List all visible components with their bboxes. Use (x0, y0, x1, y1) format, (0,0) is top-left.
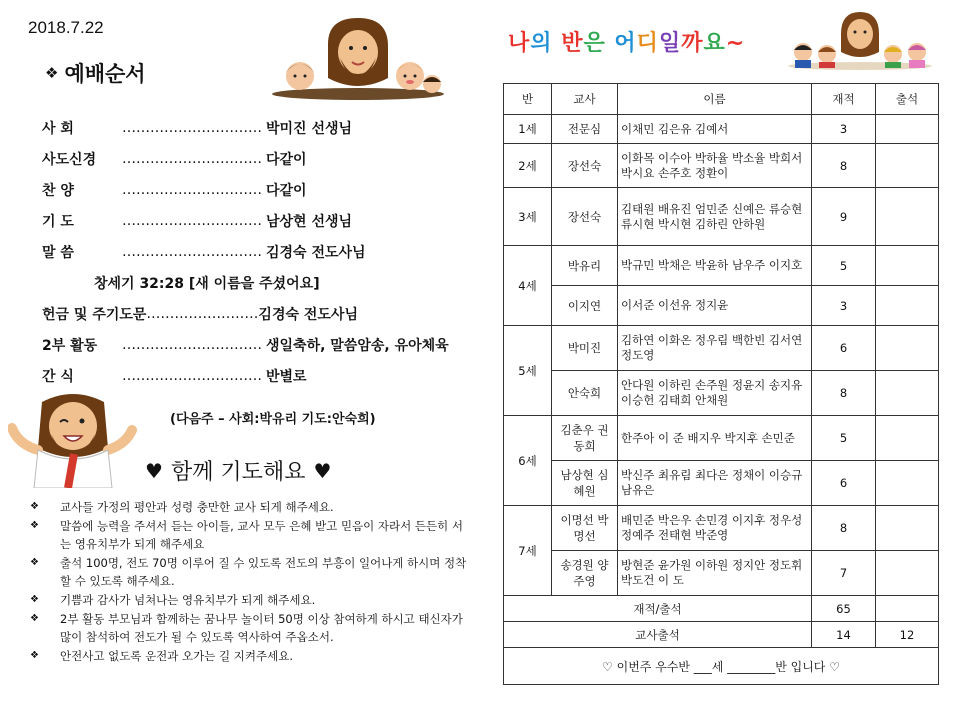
diamond-bullet-icon: ❖ (30, 594, 39, 605)
teacher-attendance-label: 교사출석 (504, 622, 812, 648)
prayer-text: 말씀에 능력을 주셔서 듣는 아이들, 교사 모두 은혜 받고 믿음이 자라서 든든히 서는 영유치부가 되게 해주세요 (60, 519, 464, 551)
table-row (504, 286, 939, 326)
teacher-cell: 박유리 (552, 246, 618, 286)
scripture-verse: 창세기 32:28 [새 이름을 주셨어요] (94, 275, 320, 292)
best-class-text: ♡ 이번주 우수반 ___세 ________반 입니다 ♡ (504, 648, 939, 685)
teacher-enrolled: 14 (812, 622, 876, 648)
names-cell: 배민준 박은우 손민경 이지후 정우성 정예주 전태현 박준영 (618, 506, 812, 551)
order-dots: ………………………… (122, 181, 262, 198)
teacher-cell: 이명선 박명선 (552, 506, 618, 551)
class-title-char: 요 (703, 31, 726, 56)
best-class-row (504, 648, 939, 685)
names-cell: 방현준 윤가원 이하원 정지안 정도휘 박도건 이 도 (618, 551, 812, 596)
class-title-char: 일 (658, 31, 682, 56)
prayer-item (30, 591, 470, 609)
prayer-text: 출석 100명, 전도 70명 이루어 질 수 있도록 전도의 부흥이 일어나게 하시며 정착할 수 있도록 해주세요. (60, 556, 467, 588)
names-cell: 이서준 이선유 정지윤 (618, 286, 812, 326)
header-enrolled: 재적 (812, 84, 876, 115)
header-teacher: 교사 (552, 84, 618, 115)
next-week-notice: (다음주 – 사회:박유리 기도:안숙희) (170, 412, 376, 427)
order-dots: ………………………… (122, 243, 262, 260)
class-title-char: 나 (508, 31, 531, 56)
jesus-children-illustration (270, 14, 446, 100)
jesus-cartoon-illustration (8, 388, 138, 488)
header-attended: 출석 (876, 84, 939, 115)
order-label: 헌금 및 주기도문 (42, 306, 147, 323)
teacher-cell: 안숙희 (552, 371, 618, 416)
order-label: 간 식 (42, 368, 74, 385)
order-dots: …………………… (146, 305, 259, 322)
prayer-text: 2부 활동 부모님과 함께하는 꿈나무 놀이터 50명 이상 참여하게 하시고 태신자가 많이 참석하여 전도가 될 수 있도록 역사하여 주옵소서. (60, 612, 463, 644)
class-roster-table (503, 83, 939, 685)
attended-cell (876, 551, 939, 596)
order-row (42, 236, 482, 267)
class-title-char: 디 (636, 31, 659, 56)
worship-order-list (42, 112, 482, 391)
order-row (42, 174, 482, 205)
order-value: 남상현 선생님 (266, 213, 353, 230)
order-row (42, 298, 482, 329)
bulletin-date: 2018.7.22 (28, 18, 104, 37)
names-cell: 한주아 이 준 배지우 박지후 손민준 (618, 416, 812, 461)
enrolled-cell: 6 (812, 326, 876, 371)
prayer-item (30, 517, 470, 553)
class-title-char: 까 (681, 31, 704, 56)
diamond-bullet-icon: ❖ (30, 650, 39, 661)
names-cell: 이화목 이수아 박하율 박소율 박희서 박시요 손주호 정환이 (618, 144, 812, 188)
attended-cell (876, 246, 939, 286)
order-label: 말 씀 (42, 244, 74, 261)
prayer-text: 교사들 가정의 평안과 성령 충만한 교사 되게 해주세요. (60, 500, 334, 514)
order-label: 사 회 (42, 120, 74, 137)
teacher-cell: 장선숙 (552, 188, 618, 246)
order-label: 기 도 (42, 213, 74, 230)
enrolled-cell: 7 (812, 551, 876, 596)
enrolled-cell: 8 (812, 144, 876, 188)
enrolled-cell: 9 (812, 188, 876, 246)
teacher-cell: 전문심 (552, 115, 618, 144)
table-row (504, 416, 939, 461)
enrolled-cell: 5 (812, 246, 876, 286)
order-label: 찬 양 (42, 182, 74, 199)
order-value: 반별로 (266, 368, 307, 385)
prayer-list (30, 498, 470, 666)
prayer-item (30, 647, 470, 665)
class-cell: 3세 (504, 188, 552, 246)
teacher-cell: 장선숙 (552, 144, 618, 188)
teacher-cell: 박미진 (552, 326, 618, 371)
attended-cell (876, 371, 939, 416)
teacher-cell: 송경원 양주영 (552, 551, 618, 596)
class-cell: 5세 (504, 326, 552, 416)
class-title (508, 26, 745, 57)
order-value: 다같이 (266, 151, 307, 168)
enrolled-cell: 3 (812, 115, 876, 144)
header-class: 반 (504, 84, 552, 115)
total-attended (876, 596, 939, 622)
names-cell: 박규민 박채은 박윤하 남우주 이지호 (618, 246, 812, 286)
names-cell: 안다원 이하린 손주원 정윤지 송지유 이승헌 김태희 안채원 (618, 371, 812, 416)
order-label: 2부 활동 (42, 337, 98, 354)
table-header-row (504, 84, 939, 115)
class-cell: 6세 (504, 416, 552, 506)
class-title-char: 은 (583, 31, 606, 56)
prayer-text: 기쁨과 감사가 넘쳐나는 영유치부가 되게 해주세요. (60, 593, 316, 607)
order-value: 김경숙 전도사님 (266, 244, 366, 261)
order-dots: ………………………… (122, 367, 262, 384)
attended-cell (876, 286, 939, 326)
class-cell: 7세 (504, 506, 552, 596)
names-cell: 김하연 이화온 정우림 백한빈 김서연 정도영 (618, 326, 812, 371)
order-row (42, 329, 482, 360)
names-cell: 박신주 최유림 최다은 정채이 이승규 남유은 (618, 461, 812, 506)
attended-cell (876, 326, 939, 371)
teacher-cell: 김춘우 권동희 (552, 416, 618, 461)
prayer-item (30, 610, 470, 646)
class-title-char: 반 (561, 31, 584, 56)
table-row (504, 115, 939, 144)
enrolled-cell: 8 (812, 506, 876, 551)
worship-order-title (45, 58, 146, 88)
teacher-cell: 남상현 심혜원 (552, 461, 618, 506)
prayer-text: 안전사고 없도록 운전과 오가는 길 지켜주세요. (60, 649, 294, 663)
attended-cell (876, 416, 939, 461)
class-title-char (553, 31, 562, 56)
order-dots: ………………………… (122, 336, 262, 353)
class-title-char: 의 (530, 31, 553, 56)
attended-cell (876, 115, 939, 144)
teacher-attendance-row (504, 622, 939, 648)
names-cell: 김태원 배유진 엄민준 신예은 류승현 류시현 박시현 김하린 안하원 (618, 188, 812, 246)
total-enrolled: 65 (812, 596, 876, 622)
enrolled-cell: 8 (812, 371, 876, 416)
table-row (504, 551, 939, 596)
class-cell: 1세 (504, 115, 552, 144)
enrolled-cell: 5 (812, 416, 876, 461)
order-row (42, 360, 482, 391)
attended-cell (876, 144, 939, 188)
table-row (504, 371, 939, 416)
prayer-title-text: 함께 기도해요 (170, 460, 306, 485)
class-cell: 2세 (504, 144, 552, 188)
order-value: 박미진 선생님 (266, 120, 353, 137)
diamond-bullet-icon: ❖ (30, 520, 39, 531)
header-names: 이름 (618, 84, 812, 115)
order-row (42, 112, 482, 143)
order-row (42, 143, 482, 174)
order-dots: ………………………… (122, 119, 262, 136)
total-label: 재적/출석 (504, 596, 812, 622)
table-row (504, 188, 939, 246)
table-row (504, 246, 939, 286)
heart-icon: ♥ (313, 458, 332, 483)
enrolled-cell: 3 (812, 286, 876, 326)
order-dots: ………………………… (122, 212, 262, 229)
order-row (42, 205, 482, 236)
diamond-bullet-icon: ❖ (30, 557, 39, 568)
teacher-attended: 12 (876, 622, 939, 648)
table-row (504, 144, 939, 188)
class-title-char: 어 (614, 31, 637, 56)
diamond-bullet-icon: ❖ (45, 64, 59, 82)
attended-cell (876, 506, 939, 551)
order-dots: ………………………… (122, 150, 262, 167)
total-row (504, 596, 939, 622)
prayer-item (30, 554, 470, 590)
diamond-bullet-icon: ❖ (30, 613, 39, 624)
order-value: 다같이 (266, 182, 307, 199)
teacher-cell: 이지연 (552, 286, 618, 326)
prayer-item (30, 498, 470, 516)
class-title-char: ~ (725, 31, 746, 56)
heart-icon: ♥ (145, 458, 163, 483)
attended-cell (876, 461, 939, 506)
order-value: 김경숙 전도사님 (258, 306, 358, 323)
table-row (504, 506, 939, 551)
table-row (504, 461, 939, 506)
worship-order-title-text: 예배순서 (64, 62, 146, 86)
order-value: 생일축하, 말씀암송, 유아체육 (266, 337, 449, 354)
jesus-kids-group-illustration (785, 8, 935, 70)
class-cell: 4세 (504, 246, 552, 326)
prayer-title (145, 455, 331, 486)
diamond-bullet-icon: ❖ (30, 501, 39, 512)
order-label: 사도신경 (42, 151, 97, 168)
table-row (504, 326, 939, 371)
enrolled-cell: 6 (812, 461, 876, 506)
names-cell: 이채민 김은유 김예서 (618, 115, 812, 144)
attended-cell (876, 188, 939, 246)
